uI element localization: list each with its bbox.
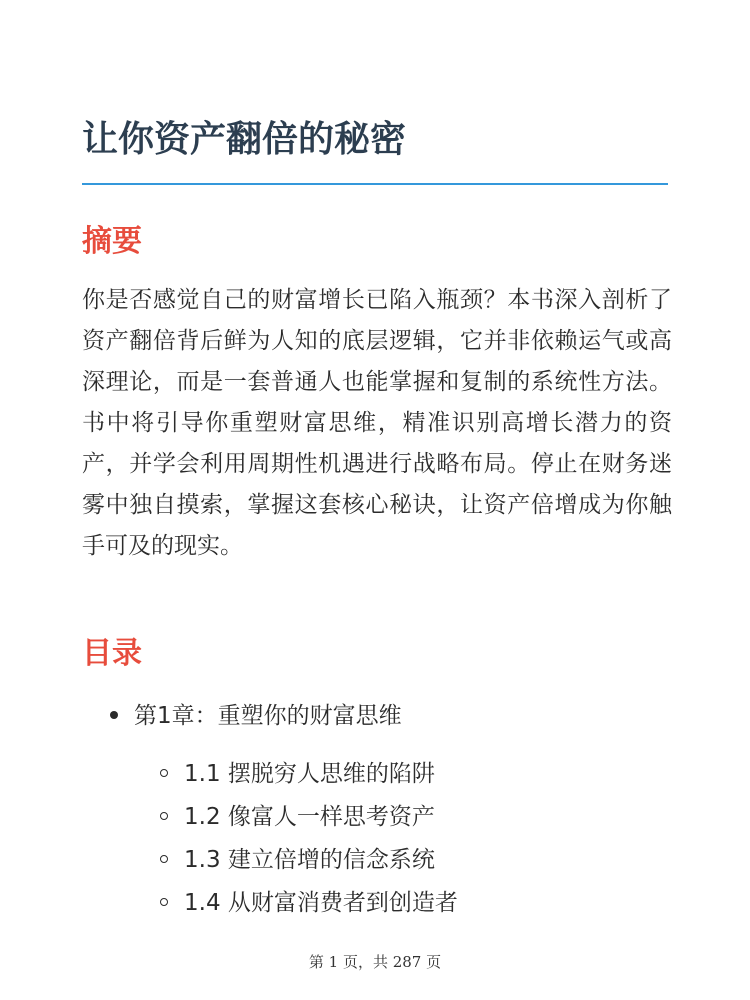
summary-paragraph: 你是否感觉自己的财富增长已陷入瓶颈？本书深入剖析了资产翻倍背后鲜为人知的底层逻辑，它并非依赖运气或高深理论，而是一套普通人也能掌握和复制的系统性方法。书中将引导你重塑财富思维，精准识别高增长潜力的资产，并学会利用周期性机遇进行战略布局。停止在财务迷雾中独自摸索，掌握这套核心秘诀，让资产倍增成为你触手可及的现实。 xyxy=(82,287,672,559)
toc-section-label: 1.4 从财富消费者到创造者 xyxy=(184,890,458,916)
title-divider xyxy=(82,183,668,185)
bullet-circle-icon xyxy=(160,769,168,777)
summary-heading: 摘要 xyxy=(82,224,142,259)
toc-section-1-3[interactable] xyxy=(160,838,435,882)
toc-heading: 目录 xyxy=(82,636,142,671)
bullet-circle-icon xyxy=(160,812,168,820)
toc-chapter-1[interactable] xyxy=(110,694,402,738)
toc-section-1-1[interactable] xyxy=(160,752,435,796)
toc-chapter-label: 第1章：重塑你的财富思维 xyxy=(134,703,402,729)
bullet-circle-icon xyxy=(160,898,168,906)
bullet-disc-icon xyxy=(110,711,118,719)
toc-section-1-2[interactable] xyxy=(160,795,435,839)
document-title: 让你资产翻倍的秘密 xyxy=(82,119,407,160)
toc-section-label: 1.2 像富人一样思考资产 xyxy=(184,804,435,830)
toc-section-label: 1.3 建立倍增的信念系统 xyxy=(184,847,435,873)
bullet-circle-icon xyxy=(160,855,168,863)
toc-section-1-4[interactable] xyxy=(160,881,458,925)
page-number-footer: 第 1 页，共 287 页 xyxy=(308,953,442,971)
toc-section-label: 1.1 摆脱穷人思维的陷阱 xyxy=(184,761,435,787)
